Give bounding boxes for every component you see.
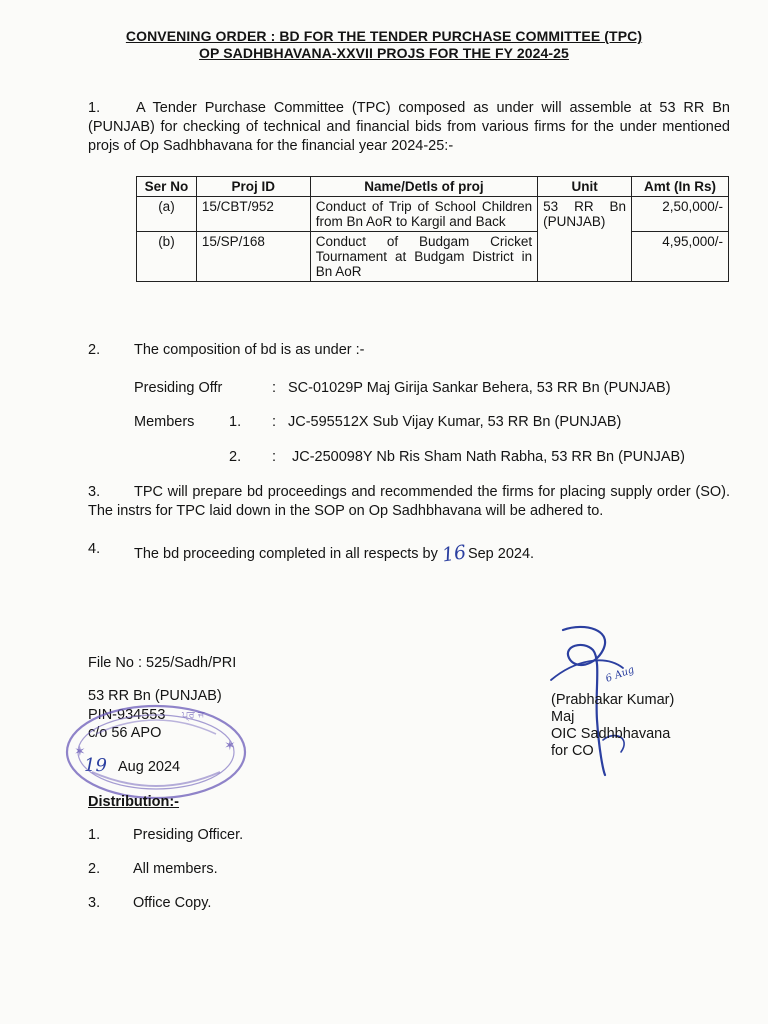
table-header-row bbox=[137, 177, 729, 197]
projects-table bbox=[136, 176, 729, 282]
svg-text:6 Aug: 6 Aug bbox=[604, 664, 636, 685]
svg-text:✶: ✶ bbox=[224, 737, 236, 753]
paragraph-3-text: TPC will prepare bd proceedings and recommended the firms for placing supply order (SO). The instrs for TPC laid down in the SOP on Op Sadhbhavana will be adhered to. bbox=[88, 484, 730, 519]
row-a-amount: 2,50,000/- bbox=[632, 197, 729, 232]
header-unit: Unit bbox=[538, 177, 632, 197]
presiding-colon: : bbox=[272, 380, 277, 396]
header-proj-id: Proj ID bbox=[196, 177, 310, 197]
distribution-1-label: Presiding Officer. bbox=[133, 827, 244, 843]
member-2-number: 2. bbox=[229, 449, 242, 465]
paragraph-1-number: 1. bbox=[88, 100, 101, 116]
signatory-rank: Maj bbox=[551, 709, 575, 725]
table-row bbox=[137, 232, 729, 282]
paragraph-4-number: 4. bbox=[88, 541, 101, 557]
order-title-line-2: OP SADHBHAVANA-XXVII PROJS FOR THE FY 2024-25 bbox=[199, 45, 569, 61]
signatory-block bbox=[551, 692, 674, 760]
member-1-number: 1. bbox=[229, 414, 242, 430]
row-a-ser: (a) bbox=[137, 197, 197, 232]
row-a-proj-id: 15/CBT/952 bbox=[196, 197, 310, 232]
paragraph-3 bbox=[88, 483, 730, 521]
order-title-line-1: CONVENING ORDER : BD FOR THE TENDER PURCHASE COMMITTEE (TPC) bbox=[125, 28, 643, 44]
member-1-colon: : bbox=[272, 414, 277, 430]
row-b-proj-id: 15/SP/168 bbox=[196, 232, 310, 282]
file-number: File No : 525/Sadh/PRI bbox=[88, 655, 237, 671]
address-pin: PIN-934553 bbox=[88, 707, 166, 723]
distribution-2-number: 2. bbox=[88, 861, 101, 877]
address-date: Aug 2024 bbox=[118, 759, 181, 775]
unit-cell: 53 RR Bn (PUNJAB) bbox=[538, 197, 632, 282]
signatory-name: (Prabhakar Kumar) bbox=[551, 692, 675, 708]
distribution-1-number: 1. bbox=[88, 827, 101, 843]
svg-text:ਪ੍ਰ ਜ: ਪ੍ਰ ਜ bbox=[182, 710, 205, 721]
office-stamp-image bbox=[62, 700, 250, 804]
svg-text:✶: ✶ bbox=[74, 743, 86, 759]
paragraph-1-text: A Tender Purchase Committee (TPC) composed as under will assemble at 53 RR Bn (PUNJAB) for checking of technical and financial bids from various firms for the under mentioned projs of Op Sadhbhavana for the financial year 2024-25:- bbox=[88, 100, 730, 154]
signatory-appointment: OIC Sadhbhavana bbox=[551, 726, 671, 742]
distribution-3-number: 3. bbox=[88, 895, 101, 911]
paragraph-2-number: 2. bbox=[88, 342, 101, 358]
handwritten-date-19: 19 bbox=[84, 755, 107, 776]
members-label: Members bbox=[134, 414, 195, 430]
paragraph-3-number: 3. bbox=[88, 484, 101, 500]
presiding-value: SC-01029P Maj Girija Sankar Behera, 53 RR Bn (PUNJAB) bbox=[288, 380, 671, 396]
distribution-3-label: Office Copy. bbox=[133, 895, 212, 911]
signatory-for: for CO bbox=[551, 743, 594, 759]
presiding-label: Presiding Offr bbox=[134, 380, 223, 396]
address-apo: c/o 56 APO bbox=[88, 725, 162, 741]
distribution-title: Distribution:- bbox=[88, 794, 180, 810]
row-b-amount: 4,95,000/- bbox=[632, 232, 729, 282]
paragraph-2-text: The composition of bd is as under :- bbox=[134, 342, 365, 358]
paragraph-4-text-after: Sep 2024. bbox=[467, 546, 535, 562]
distribution-2-label: All members. bbox=[133, 861, 218, 877]
row-a-name: Conduct of Trip of School Children from Bn AoR to Kargil and Back bbox=[310, 197, 537, 232]
member-1-value: JC-595512X Sub Vijay Kumar, 53 RR Bn (PUNJAB) bbox=[288, 414, 622, 430]
paragraph-1 bbox=[88, 99, 730, 156]
header-name: Name/Detls of proj bbox=[310, 177, 537, 197]
header-amount: Amt (In Rs) bbox=[632, 177, 729, 197]
paragraph-4-text bbox=[134, 541, 535, 567]
member-2-colon: : bbox=[272, 449, 277, 465]
row-b-name: Conduct of Budgam Cricket Tournament at Budgam District in Bn AoR bbox=[310, 232, 537, 282]
member-2-value: JC-250098Y Nb Ris Sham Nath Rabha, 53 RR Bn (PUNJAB) bbox=[292, 449, 686, 465]
handwritten-date-16: 16 bbox=[440, 541, 468, 567]
table-row bbox=[137, 197, 729, 232]
address-unit: 53 RR Bn (PUNJAB) bbox=[88, 688, 222, 704]
paragraph-4-text-before: The bd proceeding completed in all respects by bbox=[134, 546, 438, 562]
header-ser-no: Ser No bbox=[137, 177, 197, 197]
row-b-ser: (b) bbox=[137, 232, 197, 282]
